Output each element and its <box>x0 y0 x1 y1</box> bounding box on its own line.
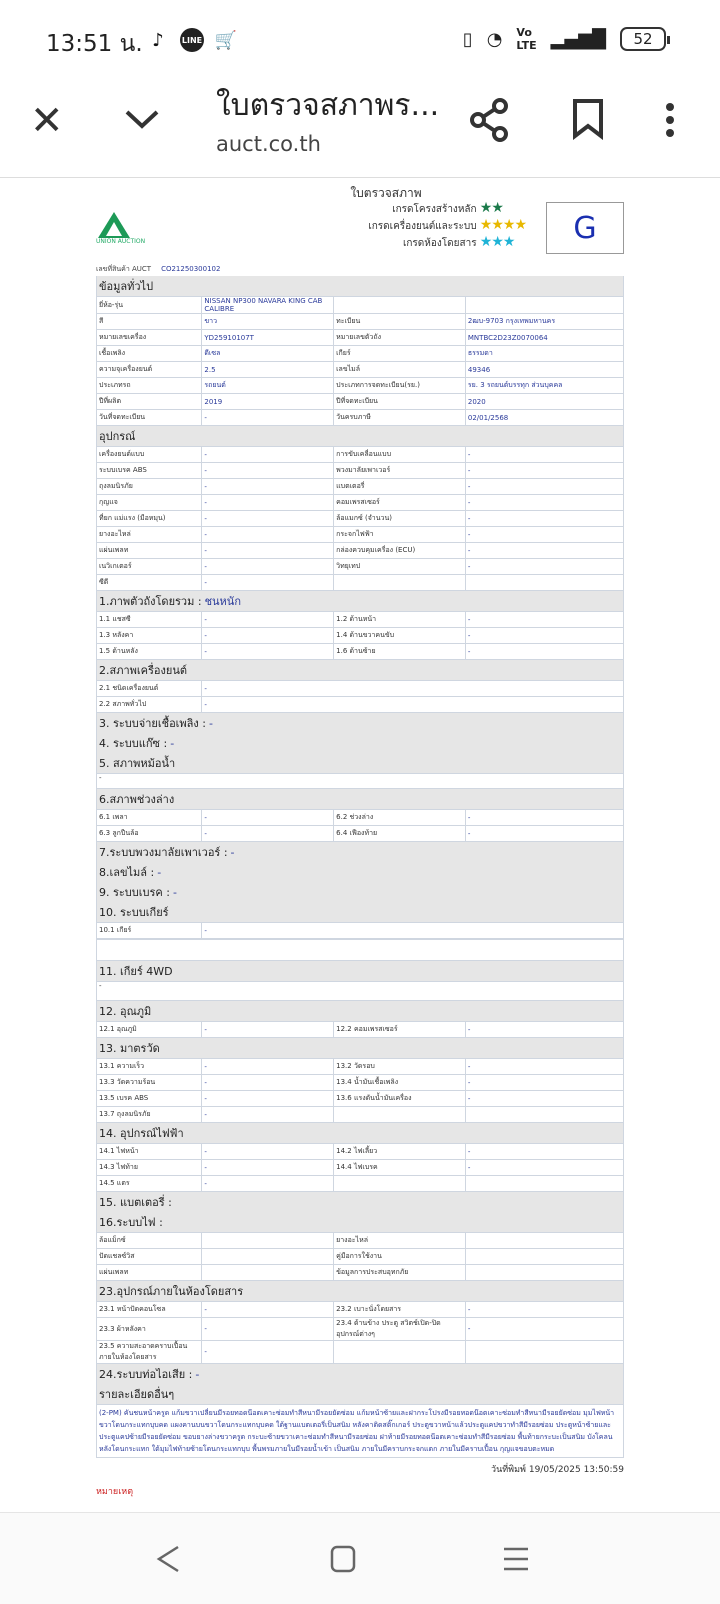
field-label: ที่ยก แม่แรง (มือหมุน) <box>97 511 202 527</box>
field-value: - <box>202 1176 334 1192</box>
field-label: 1.5 ด้านหลัง <box>97 644 202 660</box>
shopping-icon: 🛒 <box>214 29 238 51</box>
field-label: 23.3 ผ้าหลังคา <box>97 1318 202 1341</box>
section-fuel <box>96 713 624 733</box>
field-label: วันที่จดทะเบียน <box>97 410 202 426</box>
field-value: - <box>202 697 624 713</box>
section-general <box>96 276 624 296</box>
field-value: - <box>202 1059 334 1075</box>
remark-label: หมายเหตุ <box>96 1487 134 1497</box>
field-label: เครื่องยนต์แบบ <box>97 447 202 463</box>
other-details-note: (2-PM) คันชนหน้าครูด แก้มขวาเปลี่ยนมีรอยทอดน๊อตเคาะซ่อมทำสีหนามีรอยยัดซ่อม แก้มหน้าซ้ายและฝากระโปรงมีรอยทอดน๊อตเคาะซ่อมทำสีหนามีรอยยัดซ่อม มุมไฟหน้าขวาโดนกระแทกบุบคด แผงคานบนขวาโดนกระแทกบุบคด ใต้ฐานแบตเตอรี่เป็นสนิม หลังคาติดสติ๊กเกอร์ ประตูขวาหน้าแล้วประตูแคปขวาทำสีมีรอยซ่อม ประตูหน้าซ้ายและประตูแคปซ้ายมีรอยยัดซ่อม ขอบยางล่างขวาครูด กระบะซ้ายขวาเคาะซ่อมทำสีหนามีรอยซ่อม ฝาท้ายมีรอยทอดน๊อตเคาะซ่อมทำสีมีรอยซ่อม พื้นท้ายกระบะเป็นสนิม บังโคลนหลังโดนกระแทก ใต้มุมไฟท้ายซ้ายโดนกระแทกบุบ พื้นพรมภายในมีรอยน้ำเข้า เป็นสนิม ภายในมีคราบกระจกแตก ภายในมีคราบเปื้อน กุญแจขอบตะหมด <box>96 1404 624 1458</box>
section-engine <box>96 660 624 680</box>
field-label: 2.2 สภาพทั่วไป <box>97 697 202 713</box>
table-row <box>97 1176 624 1192</box>
section-value: - <box>157 865 162 879</box>
section-title: 9. ระบบเบรค : <box>99 886 170 899</box>
field-label: 13.5 เบรค ABS <box>97 1091 202 1107</box>
field-label: ซีดี <box>97 575 202 591</box>
field-label: เกียร์ <box>334 346 466 362</box>
field-value <box>202 1233 334 1249</box>
field-label: 13.2 วัดรอบ <box>334 1059 466 1075</box>
table-row <box>97 810 624 826</box>
logo-text: UNION AUCTION <box>96 238 146 245</box>
engine-table <box>96 680 624 713</box>
field-value: - <box>465 447 623 463</box>
field-value: - <box>202 559 334 575</box>
vibrate-icon: ▯ <box>462 28 473 50</box>
field-label: ทะเบียน <box>334 314 466 330</box>
doc-title: ใบตรวจสภาพ <box>350 186 422 200</box>
field-value <box>465 1107 623 1123</box>
field-value: - <box>465 1318 623 1341</box>
field-value: - <box>465 810 623 826</box>
field-label: 1.2 ด้านหน้า <box>334 612 466 628</box>
table-row <box>97 559 624 575</box>
suspension-table <box>96 809 624 842</box>
field-value: - <box>202 479 334 495</box>
section-title: อุปกรณ์ <box>99 430 136 443</box>
section-brake <box>96 882 624 902</box>
field-label: 13.7 ถุงลมนิรภัย <box>97 1107 202 1123</box>
field-label: ระบบเบรค ABS <box>97 463 202 479</box>
field-value: - <box>465 1144 623 1160</box>
field-value: 49346 <box>465 362 623 378</box>
section-mileage <box>96 862 624 882</box>
field-label: ประเภทการจดทะเบียน(รย.) <box>334 378 466 394</box>
table-row <box>97 330 624 346</box>
table-row <box>97 394 624 410</box>
field-label: 23.4 ด้านข้าง ประตู สวิตช์เปิด-ปิด อุปกรณ์ต่างๆ <box>334 1318 466 1341</box>
field-label: คอมเพรสเซอร์ <box>334 495 466 511</box>
section-title: 3. ระบบจ่ายเชื้อเพลิง : <box>99 717 206 730</box>
section-value: - <box>230 845 235 859</box>
more-icon[interactable] <box>664 102 676 142</box>
section-title: 16.ระบบไฟ : <box>99 1216 163 1229</box>
table-row <box>97 644 624 660</box>
field-value: - <box>202 410 334 426</box>
page-title: ใบตรวจสภาพร... <box>216 88 440 123</box>
section-title: 2.สภาพเครื่องยนต์ <box>99 664 187 677</box>
field-label: 1.1 แชสซี <box>97 612 202 628</box>
field-value: - <box>202 511 334 527</box>
section-title: 10. ระบบเกียร์ <box>99 906 169 919</box>
field-value: - <box>202 923 624 939</box>
field-label: 23.1 หน้าปัดคอนโซล <box>97 1302 202 1318</box>
table-row <box>97 1318 624 1341</box>
section-value: - <box>172 885 177 899</box>
section-steering <box>96 842 624 862</box>
section-title: 14. อุปกรณ์ไฟฟ้า <box>99 1127 184 1140</box>
field-value: - <box>202 1075 334 1091</box>
field-label: 14.3 ไฟท้าย <box>97 1160 202 1176</box>
status-bar <box>0 0 720 76</box>
field-value: 02/01/2568 <box>465 410 623 426</box>
table-row <box>97 681 624 697</box>
close-icon[interactable]: ✕ <box>30 98 64 144</box>
lot-number: CO21250300102 <box>161 265 221 273</box>
union-auction-logo <box>96 210 146 245</box>
section-title: 12. อุณภูมิ <box>99 1005 152 1018</box>
field-label: กุญแจ <box>97 495 202 511</box>
field-value: - <box>202 1302 334 1318</box>
field-value: - <box>465 1059 623 1075</box>
grade-structure-label: เกรดโครงสร้างหลัก <box>392 204 477 215</box>
table-row <box>97 511 624 527</box>
notification-icons <box>146 28 238 52</box>
field-value: - <box>202 1318 334 1341</box>
field-label: 13.3 วัดความร้อน <box>97 1075 202 1091</box>
tiktok-icon: ♪ <box>146 28 170 52</box>
table-row <box>97 826 624 842</box>
field-label: 12.2 คอมเพรสเซอร์ <box>334 1022 466 1038</box>
field-label: 1.3 หลังคา <box>97 628 202 644</box>
field-label: พวงมาลัยเพาเวอร์ <box>334 463 466 479</box>
gauges-table <box>96 1058 624 1123</box>
field-label: หมายเลขตัวถัง <box>334 330 466 346</box>
table-row <box>97 495 624 511</box>
field-value: 2019 <box>202 394 334 410</box>
field-label: 6.1 เพลา <box>97 810 202 826</box>
section-title: 5. สภาพหม้อน้ำ <box>99 757 176 770</box>
field-label: หมายเลขเครื่อง <box>97 330 202 346</box>
field-label: ล้อแม็กซ์ <box>97 1233 202 1249</box>
section-title: 13. มาตรวัด <box>99 1042 160 1055</box>
general-table <box>96 296 624 426</box>
field-value: - <box>465 463 623 479</box>
section-lights <box>96 1212 624 1232</box>
cabin-table <box>96 1301 624 1364</box>
inspection-document <box>96 184 624 1498</box>
field-value <box>465 1265 623 1281</box>
table-row <box>97 923 624 939</box>
table-row <box>97 1107 624 1123</box>
field-value: - <box>202 644 334 660</box>
section-title: 4. ระบบแก๊ซ : <box>99 737 168 750</box>
section-suspension <box>96 789 624 809</box>
section-temp <box>96 1001 624 1021</box>
section-body <box>96 591 624 611</box>
section-title: 15. แบตเตอรี่ : <box>99 1196 172 1209</box>
field-value: - <box>202 463 334 479</box>
table-row <box>97 1249 624 1265</box>
field-label: 14.1 ไฟหน้า <box>97 1144 202 1160</box>
section-4wd <box>96 961 624 981</box>
browser-toolbar <box>0 76 720 178</box>
table-row <box>97 1091 624 1107</box>
field-label: 12.1 อุณภูมิ <box>97 1022 202 1038</box>
section-value: - <box>170 736 175 750</box>
section-gauges <box>96 1038 624 1058</box>
field-label: 2.1 ชนิดเครื่องยนต์ <box>97 681 202 697</box>
field-value: - <box>202 543 334 559</box>
field-value <box>465 1233 623 1249</box>
field-label <box>334 297 466 314</box>
field-value: - <box>465 495 623 511</box>
field-label: คู่มือการใช้งาน <box>334 1249 466 1265</box>
field-label: ข้อมูลการประสบอุทกภัย <box>334 1265 466 1281</box>
section-title: 6.สภาพช่วงล่าง <box>99 793 175 806</box>
field-label: ยี่ห้อ-รุ่น <box>97 297 202 314</box>
field-value <box>202 1265 334 1281</box>
field-label: 10.1 เกียร์ <box>97 923 202 939</box>
field-label: ถุงลมนิรภัย <box>97 479 202 495</box>
field-value: - <box>465 1022 623 1038</box>
table-row <box>97 1265 624 1281</box>
field-label: 1.4 ด้านขวาคนขับ <box>334 628 466 644</box>
field-label: เลขไมล์ <box>334 362 466 378</box>
table-row <box>97 527 624 543</box>
table-row <box>97 410 624 426</box>
table-row <box>97 1059 624 1075</box>
field-label: แผ่นเพลท <box>97 543 202 559</box>
field-value: - <box>465 612 623 628</box>
field-label: ปีที่ผลิต <box>97 394 202 410</box>
field-label: สี <box>97 314 202 330</box>
field-label: วันครบภาษี <box>334 410 466 426</box>
field-label: 13.4 น้ำมันเชื้อเพลิง <box>334 1075 466 1091</box>
printed-date: วันที่พิมพ์ 19/05/2025 13:50:59 <box>491 1465 624 1475</box>
share-icon[interactable] <box>470 98 510 142</box>
field-label: 6.2 ช่วงล่าง <box>334 810 466 826</box>
field-value: - <box>465 559 623 575</box>
4wd-value: - <box>96 981 624 1001</box>
field-value: - <box>465 628 623 644</box>
field-value: ดีเซล <box>202 346 334 362</box>
field-label: กระจกไฟฟ้า <box>334 527 466 543</box>
field-label: เนวิเกเตอร์ <box>97 559 202 575</box>
blank-row <box>96 939 624 961</box>
section-radiator <box>96 753 624 773</box>
section-value: ชนหนัก <box>204 595 241 608</box>
table-row <box>97 346 624 362</box>
lot-label: เลขที่สินค้า AUCT <box>96 265 152 273</box>
field-label <box>334 1341 466 1364</box>
section-battery <box>96 1192 624 1212</box>
table-row <box>97 378 624 394</box>
table-row <box>97 1022 624 1038</box>
field-label: กล่องควบคุมเครื่อง (ECU) <box>334 543 466 559</box>
body-table <box>96 611 624 660</box>
section-electrical <box>96 1123 624 1143</box>
field-label: แบตเตอรี่ <box>334 479 466 495</box>
field-value: - <box>202 1107 334 1123</box>
field-value: รย. 3 รถยนต์บรรทุก ส่วนบุคคล <box>465 378 623 394</box>
field-value: 2.5 <box>202 362 334 378</box>
clock: 13:51 น. <box>46 31 143 57</box>
field-label: 14.5 แตร <box>97 1176 202 1192</box>
table-row <box>97 447 624 463</box>
field-value: - <box>202 575 334 591</box>
section-gear <box>96 902 624 922</box>
engine-stars: ★★★★ <box>479 217 526 233</box>
field-value: - <box>202 1022 334 1038</box>
field-value <box>465 297 623 314</box>
field-value: - <box>202 628 334 644</box>
field-label: เชื้อเพลิง <box>97 346 202 362</box>
field-value: - <box>202 527 334 543</box>
section-title: 23.อุปกรณ์ภายในห้องโดยสาร <box>99 1285 244 1298</box>
back-icon[interactable] <box>156 1545 180 1573</box>
field-value: NISSAN NP300 NAVARA KING CAB CALIBRE <box>202 297 334 314</box>
section-title: 7.ระบบพวงมาลัยเพาเวอร์ : <box>99 846 228 859</box>
table-row <box>97 1233 624 1249</box>
field-value <box>465 1249 623 1265</box>
field-value: - <box>465 1075 623 1091</box>
field-value: - <box>202 1144 334 1160</box>
field-label: ยางอะไหล่ <box>97 527 202 543</box>
lot-number-row <box>96 264 624 276</box>
field-value: - <box>465 1160 623 1176</box>
table-row <box>97 628 624 644</box>
field-value: - <box>202 1160 334 1176</box>
section-value: - <box>209 716 213 730</box>
recents-icon[interactable] <box>502 1545 530 1573</box>
field-value: - <box>465 479 623 495</box>
page-url: auct.co.th <box>216 132 321 156</box>
section-title: 8.เลขไมล์ : <box>99 866 155 879</box>
battery-icon <box>620 27 666 51</box>
field-label: 6.3 ลูกปืนล้อ <box>97 826 202 842</box>
field-label <box>334 1176 466 1192</box>
grade-cabin-label: เกรดห้องโดยสาร <box>402 238 477 249</box>
table-row <box>97 1075 624 1091</box>
section-cabin <box>96 1281 624 1301</box>
field-label: 14.4 ไฟเบรค <box>334 1160 466 1176</box>
field-value: - <box>202 612 334 628</box>
field-value: - <box>202 1091 334 1107</box>
field-value: 2ฒบ-9703 กรุงเทพมหานคร <box>465 314 623 330</box>
bookmark-icon[interactable] <box>572 98 604 140</box>
doc-header <box>96 184 624 264</box>
field-value: 2020 <box>465 394 623 410</box>
gear-table <box>96 922 624 939</box>
field-value <box>465 1176 623 1192</box>
field-label <box>334 575 466 591</box>
field-label: 13.6 แรงดันน้ำมันเครื่อง <box>334 1091 466 1107</box>
field-label: ประเภทรถ <box>97 378 202 394</box>
chevron-down-icon[interactable] <box>124 104 160 134</box>
field-label: ปีที่จดทะเบียน <box>334 394 466 410</box>
line-icon: LINE <box>180 28 204 52</box>
section-other <box>96 1384 624 1404</box>
cabin-stars: ★★★ <box>479 234 515 250</box>
wifi-icon: ◔ <box>486 28 503 50</box>
grade-engine-label: เกรดเครื่องยนต์และระบบ <box>368 221 477 232</box>
field-label: ล้อแมกซ์ (จำนวน) <box>334 511 466 527</box>
home-icon[interactable] <box>330 1545 356 1573</box>
table-row <box>97 612 624 628</box>
field-value: - <box>202 810 334 826</box>
field-value: - <box>465 644 623 660</box>
table-row <box>97 314 624 330</box>
field-value: MNTBC2D23Z0070064 <box>465 330 623 346</box>
field-value: - <box>465 1091 623 1107</box>
field-label: ความจุเครื่องยนต์ <box>97 362 202 378</box>
field-label: 23.2 เบาะนั่งโดยสาร <box>334 1302 466 1318</box>
field-label: การขับเคลื่อนแบบ <box>334 447 466 463</box>
field-label: 6.4 เฟืองท้าย <box>334 826 466 842</box>
field-value: - <box>202 447 334 463</box>
table-row <box>97 1302 624 1318</box>
table-row <box>97 297 624 314</box>
table-row <box>97 543 624 559</box>
section-equipment <box>96 426 624 446</box>
field-value: ขาว <box>202 314 334 330</box>
lights-table <box>96 1232 624 1281</box>
field-value: - <box>202 1341 334 1364</box>
field-label: 23.5 ความสะอาดคราบเปื้อน ภายในห้องโดยสาร <box>97 1341 202 1364</box>
grade-box: G <box>546 202 624 254</box>
field-value: รถยนต์ <box>202 378 334 394</box>
grades <box>346 200 526 251</box>
section-value: - <box>195 1367 200 1381</box>
section-title: รายละเอียดอื่นๆ <box>99 1388 175 1401</box>
field-value: YD25910107T <box>202 330 334 346</box>
field-label: วิทยุเทป <box>334 559 466 575</box>
table-row <box>97 362 624 378</box>
battery-level: 52 <box>633 30 653 48</box>
field-value: - <box>202 826 334 842</box>
field-label: ปัดแชลซ์วิส <box>97 1249 202 1265</box>
section-title: 24.ระบบท่อไอเสีย : <box>99 1368 193 1381</box>
field-label <box>334 1107 466 1123</box>
field-value <box>465 575 623 591</box>
table-row <box>97 1144 624 1160</box>
field-value <box>202 1249 334 1265</box>
volte-icon: Vo LTE <box>516 26 537 52</box>
system-nav-bar <box>0 1512 720 1604</box>
section-title: 11. เกียร์ 4WD <box>99 965 173 978</box>
table-row <box>97 1160 624 1176</box>
field-value: - <box>465 1302 623 1318</box>
field-value: - <box>465 511 623 527</box>
field-value: - <box>202 681 624 697</box>
field-label: 14.2 ไฟเลี้ยว <box>334 1144 466 1160</box>
section-exhaust <box>96 1364 624 1384</box>
table-row <box>97 479 624 495</box>
section-title: ข้อมูลทั่วไป <box>99 280 154 293</box>
field-value: - <box>465 527 623 543</box>
temp-table <box>96 1021 624 1038</box>
section-gas <box>96 733 624 753</box>
structure-stars: ★★ <box>479 200 503 216</box>
table-row <box>97 697 624 713</box>
signal-icon: ▂▄▆█ <box>550 28 606 50</box>
table-row <box>97 1341 624 1364</box>
field-value: - <box>465 543 623 559</box>
field-label: ยางอะไหล่ <box>334 1233 466 1249</box>
electrical-table <box>96 1143 624 1192</box>
field-label: 1.6 ด้านซ้าย <box>334 644 466 660</box>
section-title: 1.ภาพตัวถังโดยรวม : <box>99 595 202 608</box>
field-value: - <box>465 826 623 842</box>
table-row <box>97 463 624 479</box>
field-label: แผ่นเพลท <box>97 1265 202 1281</box>
field-label: 13.1 ความเร็ว <box>97 1059 202 1075</box>
field-value: ธรรมดา <box>465 346 623 362</box>
table-row <box>97 575 624 591</box>
field-value: - <box>202 495 334 511</box>
field-value <box>465 1341 623 1364</box>
radiator-value: - <box>96 773 624 789</box>
equipment-table <box>96 446 624 591</box>
